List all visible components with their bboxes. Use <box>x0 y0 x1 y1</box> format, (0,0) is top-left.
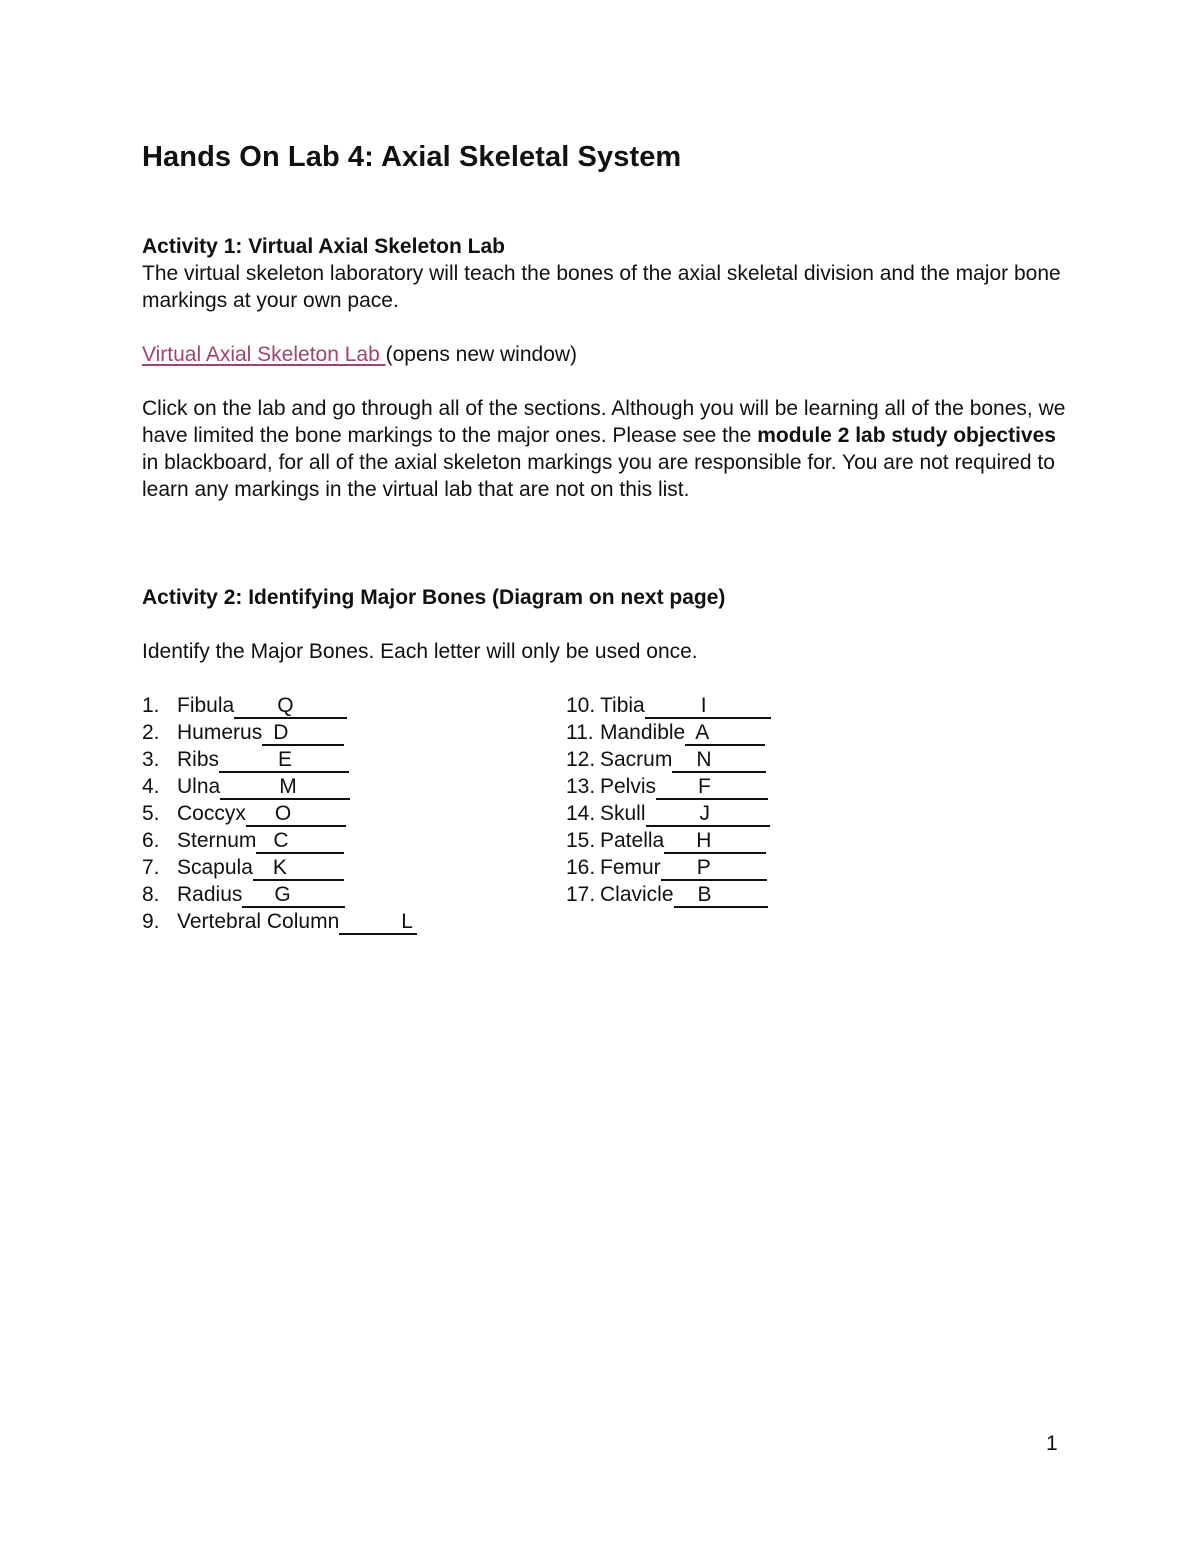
bone-name: Sacrum <box>600 748 673 771</box>
list-item <box>566 854 771 881</box>
item-number: 17. <box>566 883 596 906</box>
bone-name: Vertebral Column <box>177 910 340 933</box>
bone-name: Ribs <box>177 748 220 771</box>
bone-name: Scapula <box>177 856 253 879</box>
answer-blank: H <box>664 830 766 854</box>
activity1-section <box>142 233 1072 314</box>
item-number: 8. <box>142 883 160 906</box>
bone-name: Radius <box>177 883 243 906</box>
activity2-heading-text: Activity 2: Identifying Major Bones (Diagram on next page) <box>142 586 726 609</box>
item-number: 5. <box>142 802 160 825</box>
answer-blank: I <box>645 695 771 719</box>
answer-blank: J <box>646 803 770 827</box>
link-suffix: (opens new window) <box>385 343 578 366</box>
bone-name: Sternum <box>177 829 257 852</box>
list-item <box>142 719 417 746</box>
answer-blank: B <box>674 884 768 908</box>
answer-blank: C <box>256 830 344 854</box>
bone-name: Femur <box>600 856 661 879</box>
item-number: 11. <box>566 721 594 744</box>
bone-name: Patella <box>600 829 665 852</box>
list-item <box>142 854 417 881</box>
bone-name: Pelvis <box>600 775 657 798</box>
answer-blank: Q <box>234 695 347 719</box>
answer-blank: P <box>661 857 767 881</box>
activity2-heading <box>142 584 1072 611</box>
bone-name: Fibula <box>177 694 235 717</box>
activity1-instructions <box>142 395 1072 503</box>
list-item <box>142 692 417 719</box>
activity2-instruction-text: Identify the Major Bones. Each letter will only be used once. <box>142 640 698 663</box>
bone-name: Skull <box>600 802 646 825</box>
answer-blank: A <box>685 722 765 746</box>
list-item <box>142 800 417 827</box>
answer-blank: K <box>253 857 344 881</box>
item-number: 15. <box>566 829 596 852</box>
bone-name: Tibia <box>600 694 645 717</box>
bone-name: Clavicle <box>600 883 674 906</box>
item-number: 9. <box>142 910 160 933</box>
bone-name: Mandible <box>600 721 686 744</box>
bone-name: Ulna <box>177 775 221 798</box>
instructions-bold: module 2 lab study objectives <box>757 424 1056 447</box>
bone-list-left <box>142 692 417 935</box>
item-number: 6. <box>142 829 160 852</box>
item-number: 16. <box>566 856 596 879</box>
list-item <box>566 719 771 746</box>
item-number: 3. <box>142 748 160 771</box>
item-number: 12. <box>566 748 596 771</box>
answer-blank: O <box>246 803 346 827</box>
list-item <box>142 881 417 908</box>
item-number: 10. <box>566 694 596 717</box>
list-item <box>566 881 771 908</box>
bone-name: Humerus <box>177 721 263 744</box>
instructions-text-2: in blackboard, for all of the axial skeleton markings you are responsible for. You are not required to learn any markings in the virtual lab that are not on this list. <box>142 451 1055 501</box>
instructions-text-1: Click on the lab and go through all of the sections. Although you will be learning all of the bones, we have limited the bone markings to the major ones. Please see the <box>142 397 1066 447</box>
item-number: 14. <box>566 802 596 825</box>
item-number: 7. <box>142 856 160 879</box>
activity2-instruction <box>142 638 1072 665</box>
list-item <box>566 692 771 719</box>
list-item <box>142 746 417 773</box>
answer-blank: F <box>656 776 768 800</box>
answer-blank: E <box>219 749 349 773</box>
list-item <box>142 908 417 935</box>
lab-link-line <box>142 341 1072 368</box>
item-number: 2. <box>142 721 160 744</box>
list-item <box>566 827 771 854</box>
bone-name: Coccyx <box>177 802 246 825</box>
list-item <box>566 800 771 827</box>
list-item <box>142 827 417 854</box>
item-number: 4. <box>142 775 160 798</box>
bone-list-right <box>566 692 771 908</box>
answer-blank: G <box>242 884 345 908</box>
answer-blank: M <box>220 776 350 800</box>
virtual-lab-link[interactable]: Virtual Axial Skeleton Lab <box>142 343 386 366</box>
activity1-description: The virtual skeleton laboratory will teach the bones of the axial skeletal division and the major bone markings at your own pace. <box>142 262 1061 312</box>
item-number: 1. <box>142 694 160 717</box>
answer-blank: N <box>672 749 766 773</box>
activity1-heading: Activity 1: Virtual Axial Skeleton Lab <box>142 235 505 258</box>
answer-blank: L <box>339 911 417 935</box>
answer-blank: D <box>262 722 344 746</box>
list-item <box>566 773 771 800</box>
page-number: 1 <box>1046 1432 1058 1455</box>
list-item <box>142 773 417 800</box>
list-item <box>566 746 771 773</box>
page-title: Hands On Lab 4: Axial Skeletal System <box>142 141 682 173</box>
item-number: 13. <box>566 775 596 798</box>
